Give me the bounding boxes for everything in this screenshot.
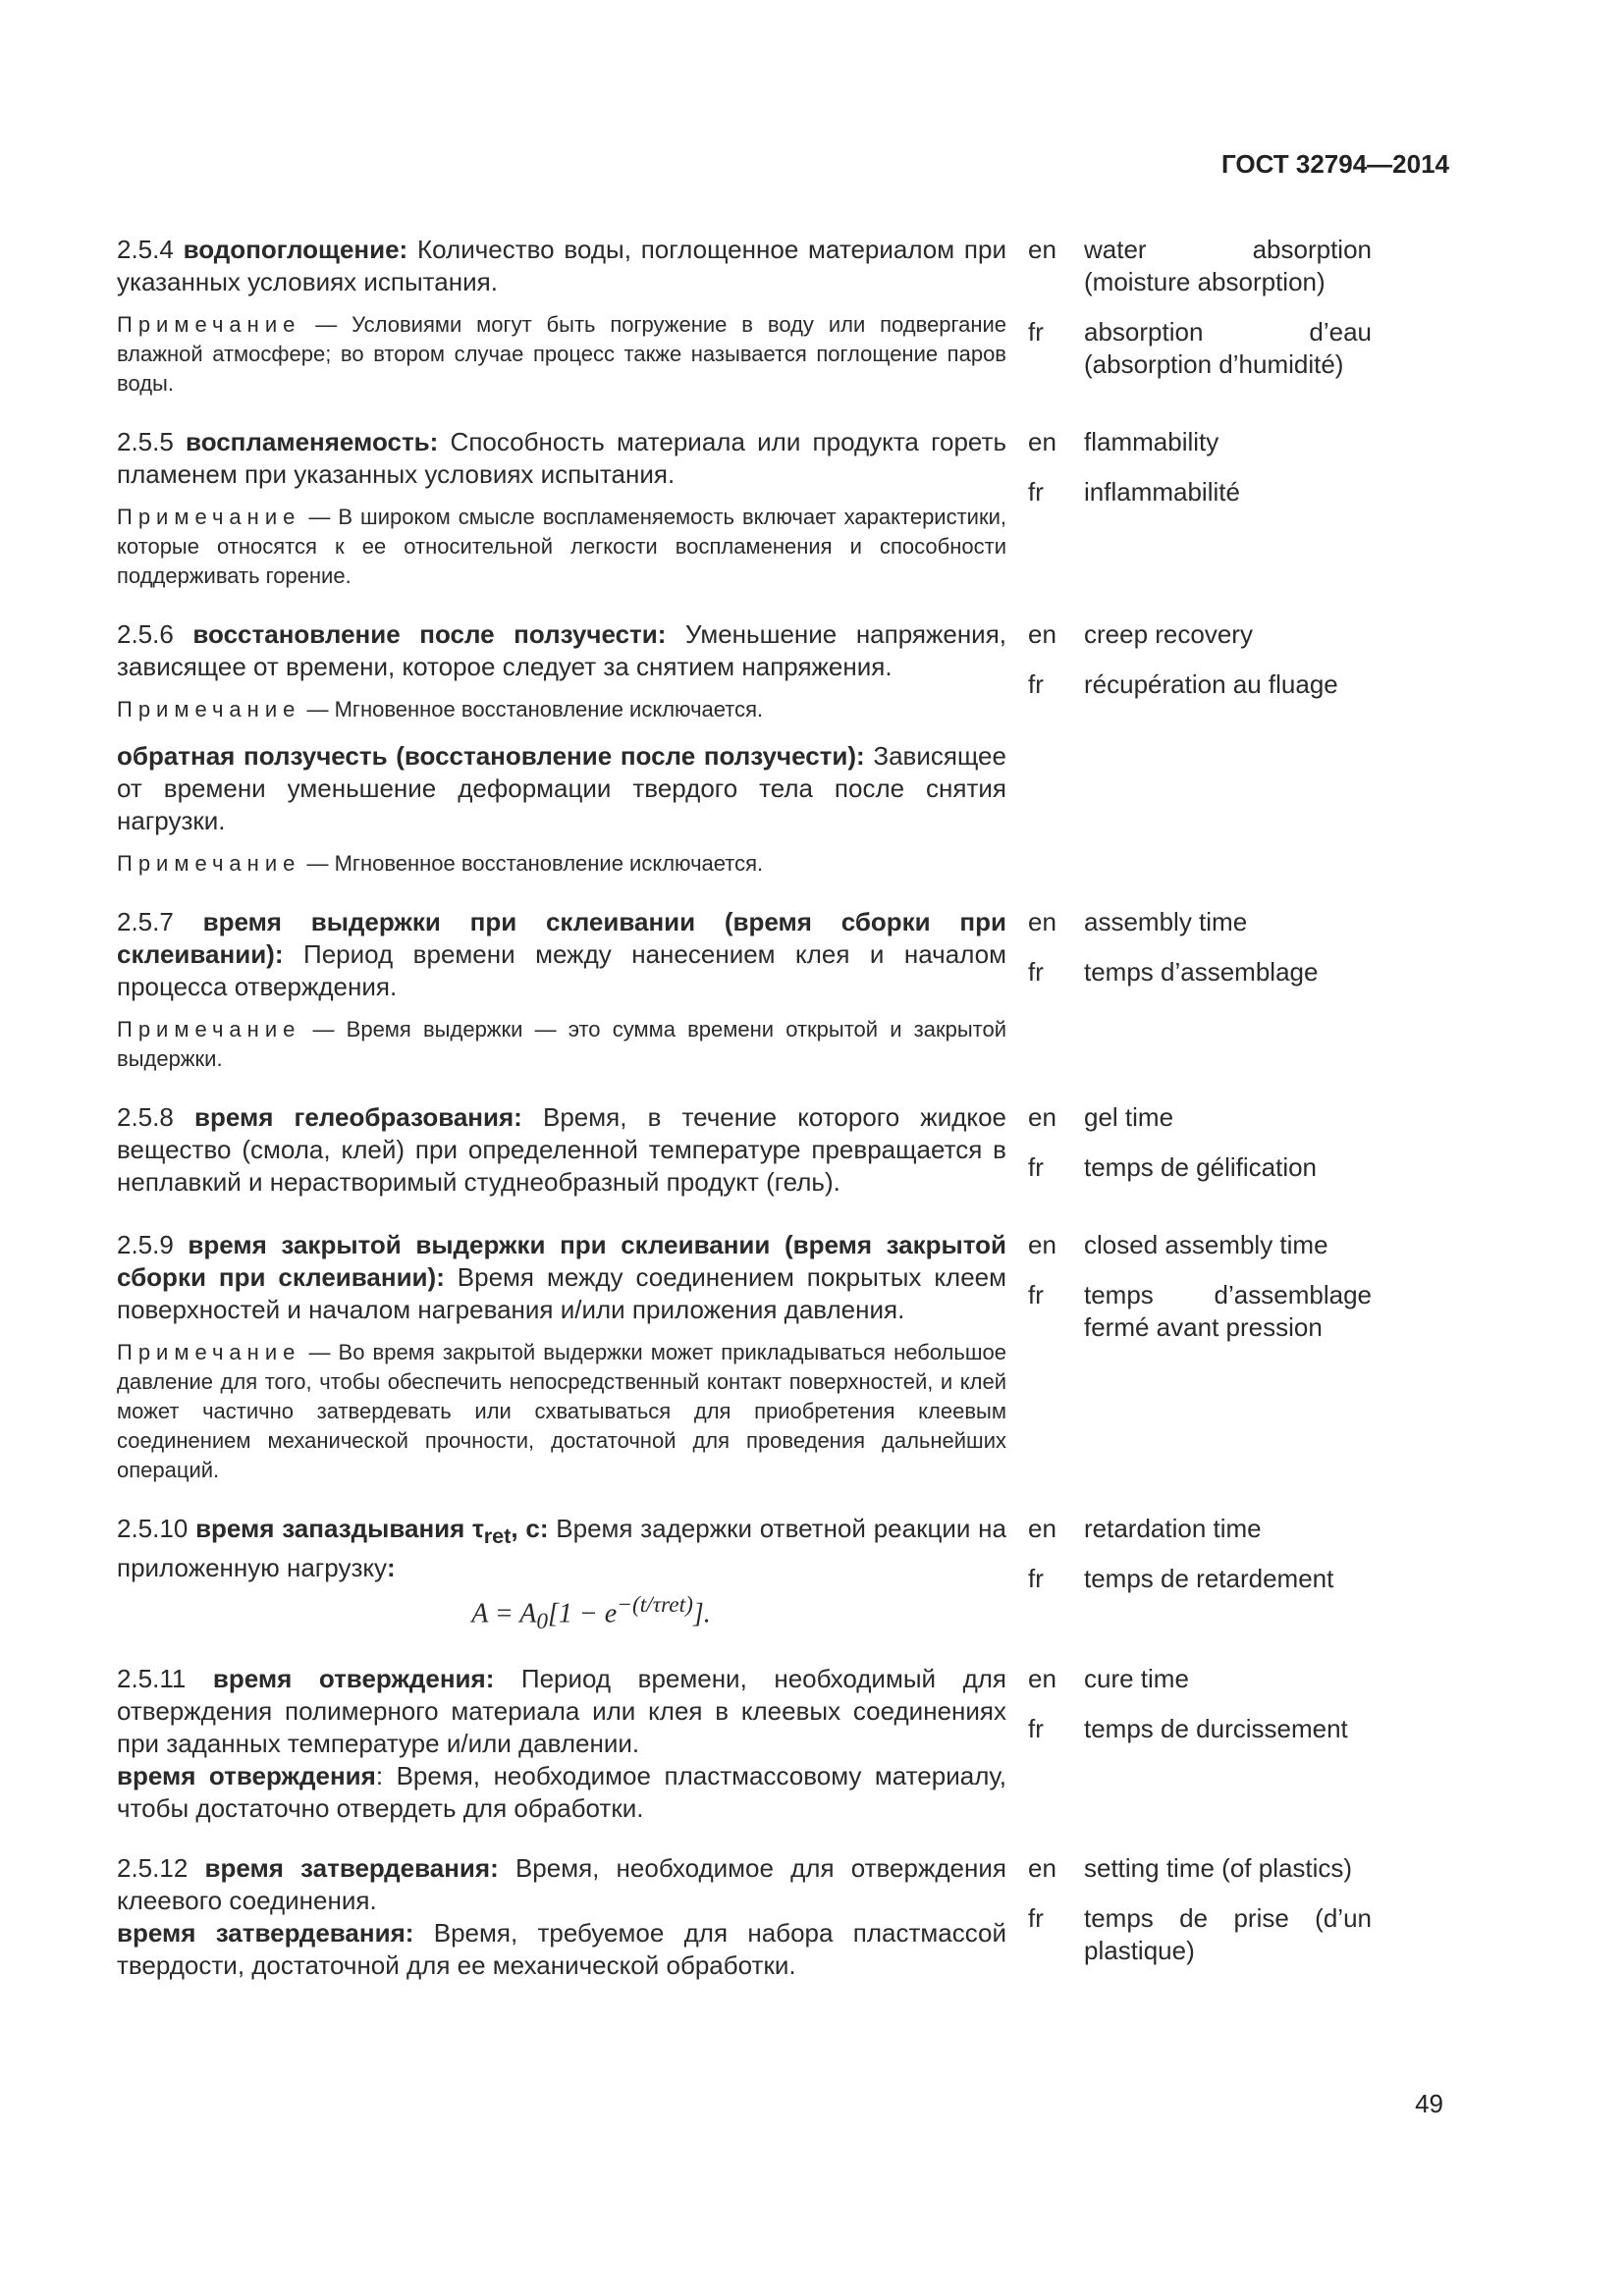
french-term: temps d’assemblage	[1084, 957, 1319, 987]
term-title: время выдержки при склеивании (время сборки при склеивании):	[117, 907, 1006, 969]
french-term: temps de durcissement	[1084, 1714, 1348, 1744]
equivalents	[1028, 1229, 1372, 1485]
lang-code-en: en	[1028, 619, 1056, 649]
term-title: водопоглощение:	[183, 235, 408, 264]
note	[117, 1338, 1006, 1485]
term-title: время затвердевания:	[204, 1853, 499, 1884]
note-label: Примечание	[117, 312, 301, 337]
term-definition: Время, необходимое для отверждения клеевого соединения.	[117, 1853, 1006, 1916]
subscript: ret	[483, 1523, 512, 1549]
russian-definition: 2.5.10 время запаздывания $\tau_{ret}$, с: Время задержки ответной реакции на приложенную нагрузку: $A = A_0[1 - e^{-(t/\tau ret)}]$.	[117, 1514, 1006, 1635]
lang-code-fr: fr	[1028, 1903, 1044, 1934]
lang-code-fr: fr	[1028, 669, 1044, 699]
lang-code-fr: fr	[1028, 1280, 1044, 1309]
synonym-term: обратная ползучесть (восстановление после ползучести):	[117, 741, 865, 771]
french-term: récupération au fluage	[1084, 669, 1338, 699]
note-dash: —	[312, 1017, 335, 1041]
english-term: gel time	[1084, 1102, 1174, 1132]
term-entry-2-5-5	[117, 426, 1452, 591]
note-label: Примечание	[117, 1017, 301, 1041]
term-definition: Период времени, необходимый для отверждения полимерного материала или клея в клеевых соединениях при заданных температуре и/или давлении.	[117, 1664, 1006, 1759]
synonym-definition: Зависящее от времени уменьшение деформации твердого тела после снятия нагрузки.	[117, 741, 1006, 835]
term-definition: Время задержки ответной реакции на приложенную нагрузку	[117, 1514, 1006, 1583]
equivalents	[1028, 426, 1372, 591]
equivalents	[1028, 906, 1372, 1074]
lang-code-en: en	[1028, 907, 1056, 936]
note-text: Время выдержки — это сумма времени открытой и закрытой выдержки.	[117, 1017, 1006, 1071]
synonym-definition: : Время, необходимое пластмассовому материалу, чтобы достаточно отвердеть для обработки.	[117, 1761, 1006, 1824]
note-text: Мгновенное восстановление исключается.	[334, 851, 764, 876]
note-label: Примечание	[117, 851, 301, 876]
lang-code-fr: fr	[1028, 477, 1044, 507]
russian-definition	[117, 906, 1006, 1074]
term-definition: Уменьшение напряжения, зависящее от времени, которое следует за снятием напряжения.	[117, 619, 1006, 681]
french-term: temps de retardement	[1084, 1564, 1334, 1593]
lang-code-fr: fr	[1028, 1564, 1044, 1593]
russian-definition	[117, 618, 1006, 879]
term-title: воспламеняемость:	[186, 427, 439, 456]
term-entry-2-5-4	[117, 234, 1452, 399]
synonym-term: время отверждения	[117, 1761, 376, 1791]
term-number: 2.5.8	[117, 1102, 174, 1132]
note-dash: —	[306, 851, 329, 876]
formula: $A = A_0[1 - e^{-(t/\tau ret)}]$.	[471, 1592, 711, 1635]
term-entry-2-5-9	[117, 1229, 1452, 1485]
lang-code-fr: fr	[1028, 957, 1044, 987]
russian-definition	[117, 1852, 1006, 1985]
english-term: cure time	[1084, 1664, 1189, 1694]
term-definition: Период времени между нанесением клея и началом процесса отверждения.	[117, 939, 1006, 1001]
term-number: 2.5.7	[117, 907, 174, 936]
term-definition: Время, в течение которого жидкое вещество (смола, клей) при определенной температуре превращается в неплавкий и нерастворимый студнеобразный продукт (гель).	[117, 1102, 1006, 1197]
term-number: 2.5.12	[117, 1853, 189, 1884]
russian-definition	[117, 1663, 1006, 1825]
english-term: assembly time	[1084, 907, 1248, 936]
term-title: восстановление после ползучести:	[192, 619, 667, 649]
note-label: Примечание	[117, 1340, 301, 1364]
term-number: 2.5.10	[117, 1514, 189, 1543]
term-title: время гелеобразования:	[193, 1102, 522, 1132]
note-dash: —	[306, 697, 329, 721]
lang-code-en: en	[1028, 1664, 1056, 1694]
term-number: 2.5.11	[117, 1664, 187, 1694]
french-term: temps de prise (d’un plastique)	[1084, 1903, 1372, 1966]
russian-definition	[117, 234, 1006, 399]
note	[117, 849, 1006, 879]
document-number: ГОСТ 32794—2014	[1221, 149, 1449, 179]
note-label: Примечание	[117, 697, 301, 721]
term-entry-2-5-6	[117, 618, 1452, 879]
term-definition: Количество воды, поглощенное материалом при указанных условиях испытания.	[117, 235, 1006, 296]
term-entry-2-5-11	[117, 1663, 1452, 1825]
note	[117, 695, 1006, 724]
term-definition: Время между соединением покрытых клеем поверхностей и началом нагревания и/или приложения давления.	[117, 1262, 1006, 1324]
term-number: 2.5.6	[117, 619, 174, 649]
note	[117, 1015, 1006, 1074]
english-term: water absorption (moisture absorption)	[1084, 235, 1372, 296]
note	[117, 310, 1006, 399]
term-number: 2.5.9	[117, 1230, 174, 1259]
term-title: время отверждения:	[212, 1664, 495, 1694]
equivalents	[1028, 234, 1372, 399]
term-entry-2-5-10	[117, 1513, 1452, 1635]
english-term: closed assembly time	[1084, 1230, 1328, 1259]
lang-code-fr: fr	[1028, 1714, 1044, 1744]
russian-definition	[117, 1229, 1006, 1485]
term-entry-2-5-7	[117, 906, 1452, 1074]
term-entry-2-5-12	[117, 1852, 1452, 1985]
term-definition: Способность материала или продукта гореть пламенем при указанных условиях испытания.	[117, 427, 1006, 489]
lang-code-en: en	[1028, 1230, 1056, 1259]
russian-definition	[117, 1101, 1006, 1201]
english-term: setting time (of plastics)	[1084, 1853, 1353, 1884]
note-text: Условиями могут быть погружение в воду или подвергание влажной атмосфере; во втором случае процесс также называется поглощение паров воды.	[117, 312, 1006, 396]
lang-code-en: en	[1028, 1514, 1056, 1543]
term-entry-2-5-8	[117, 1101, 1452, 1201]
french-term: inflammabilité	[1084, 477, 1240, 507]
lang-code-fr: fr	[1028, 1152, 1044, 1182]
lang-code-en: en	[1028, 427, 1056, 456]
lang-code-en: en	[1028, 1102, 1056, 1132]
equivalents	[1028, 1513, 1372, 1635]
lang-code-en: en	[1028, 235, 1056, 264]
term-title: время закрытой выдержки при склеивании (время закрытой сборки при склеивании):	[117, 1230, 1006, 1292]
french-term: absorption d’eau (absorption d’humidité)	[1084, 317, 1372, 379]
term-number: 2.5.4	[117, 235, 174, 264]
terms-list	[117, 234, 1452, 2012]
term-number: 2.5.5	[117, 427, 174, 456]
note-text: В широком смысле воспламеняемость включает характеристики, которые относятся к ее относительной легкости воспламенения и способности поддерживать горение.	[117, 505, 1006, 588]
page-number: 49	[1415, 2089, 1443, 2118]
note-label: Примечание	[117, 505, 301, 529]
equivalents	[1028, 1852, 1372, 1985]
french-term: temps d’assemblage fermé avant pression	[1084, 1280, 1372, 1342]
note-text: Во время закрытой выдержки может прикладываться небольшое давление для того, чтобы обеспечить непосредственный контакт поверхностей, и клей может частично затвердевать или схватываться для приобретения клеевым соединением механической прочности, достаточной для проведения дальнейших операций.	[117, 1340, 1006, 1482]
equivalents	[1028, 618, 1372, 879]
english-term: flammability	[1084, 427, 1219, 456]
note-text: Мгновенное восстановление исключается.	[334, 697, 764, 721]
synonym-definition: Время, требуемое для набора пластмассой твердости, достаточной для ее механической обработки.	[117, 1918, 1006, 1981]
synonym-term: время затвердевания:	[117, 1918, 414, 1949]
english-term: creep recovery	[1084, 619, 1253, 649]
lang-code-en: en	[1028, 1853, 1056, 1884]
equivalents	[1028, 1663, 1372, 1825]
note-dash: —	[308, 505, 331, 529]
lang-code-fr: fr	[1028, 317, 1044, 347]
term-title: время запаздывания $\tau_{ret}$, с:	[195, 1514, 549, 1549]
note-dash: —	[308, 1340, 331, 1364]
french-term: temps de gélification	[1084, 1152, 1318, 1182]
note-dash: —	[315, 312, 338, 337]
russian-definition	[117, 426, 1006, 591]
equivalents	[1028, 1101, 1372, 1201]
english-term: retardation time	[1084, 1514, 1262, 1543]
note	[117, 503, 1006, 591]
